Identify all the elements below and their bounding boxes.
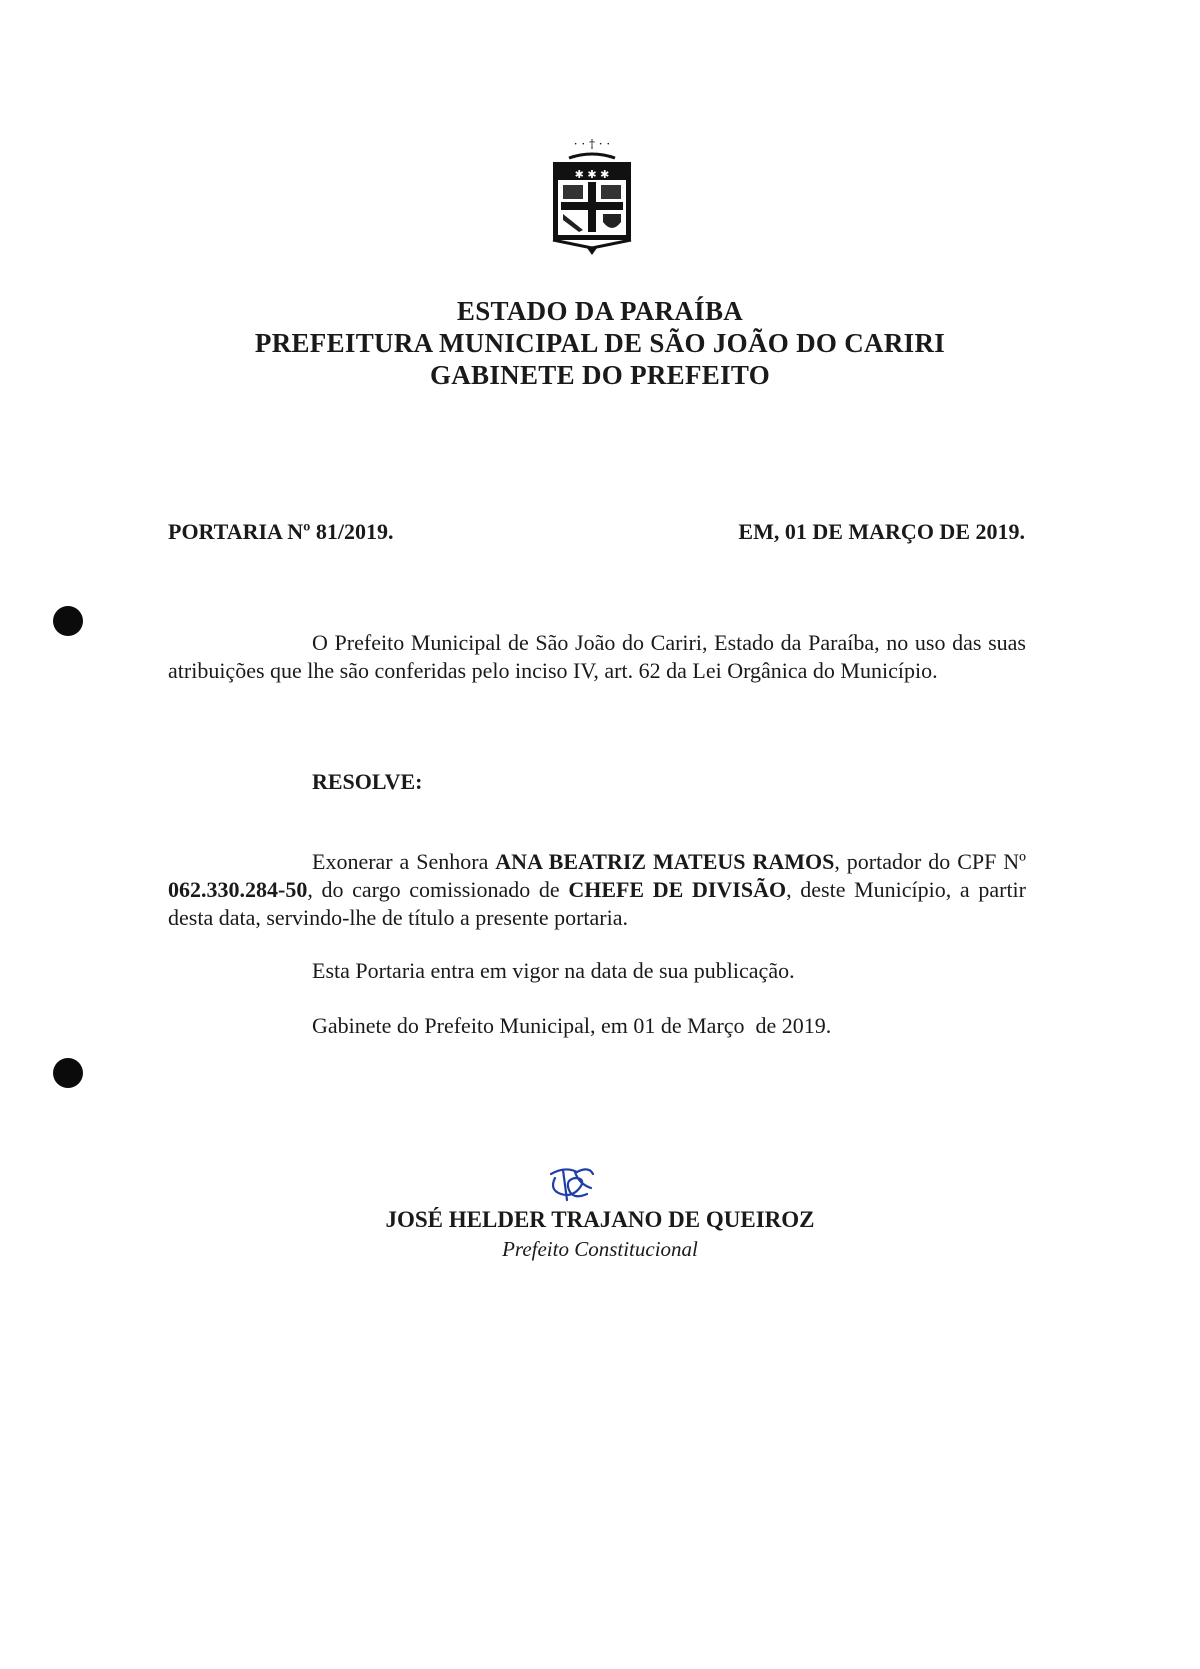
- closing-statement: Gabinete do Prefeito Municipal, em 01 de Março de 2019.: [312, 1013, 832, 1038]
- coat-of-arms-icon: [549, 138, 635, 256]
- employee-name: ANA BEATRIZ MATEUS RAMOS: [495, 849, 835, 874]
- resolve-heading: RESOLVE:: [312, 769, 423, 794]
- header-prefeitura: PREFEITURA MUNICIPAL DE SÃO JOÃO DO CARIRI: [254, 328, 946, 358]
- header-state: ESTADO DA PARAÍBA: [456, 296, 744, 326]
- portaria-number: PORTARIA Nº 81/2019.: [168, 519, 394, 544]
- vigor-statement: Esta Portaria entra em vigor na data de sua publicação.: [312, 958, 795, 983]
- signatory-name: JOSÉ HELDER TRAJANO DE QUEIROZ: [385, 1207, 815, 1232]
- header-gabinete: GABINETE DO PREFEITO: [429, 360, 771, 390]
- cpf-number: 062.330.284-50: [168, 877, 308, 902]
- exoneration-paragraph: Exonerar a Senhora ANA BEATRIZ MATEUS RAMOS, portador do CPF Nº 062.330.284-50, do cargo comissionado de CHEFE DE DIVISÃO, deste Município, a partir desta data, servindo-lhe de título a presente portaria.: [168, 849, 1026, 930]
- portaria-date: EM, 01 DE MARÇO DE 2019.: [738, 519, 1025, 544]
- punch-hole: [53, 606, 83, 636]
- preamble-paragraph: O Prefeito Municipal de São João do Cariri, Estado da Paraíba, no uso das suas atribuições que lhe são conferidas pelo inciso IV, art. 62 da Lei Orgânica do Município.: [168, 630, 1026, 683]
- svg-text:· · † · ·: · · † · ·: [573, 138, 611, 151]
- signatory-title: Prefeito Constitucional: [502, 1237, 698, 1261]
- punch-hole: [53, 1058, 83, 1088]
- handwritten-signature-icon: [545, 1164, 597, 1204]
- job-role: CHEFE DE DIVISÃO: [568, 877, 787, 902]
- svg-text:✱ ✱ ✱: ✱ ✱ ✱: [574, 168, 610, 181]
